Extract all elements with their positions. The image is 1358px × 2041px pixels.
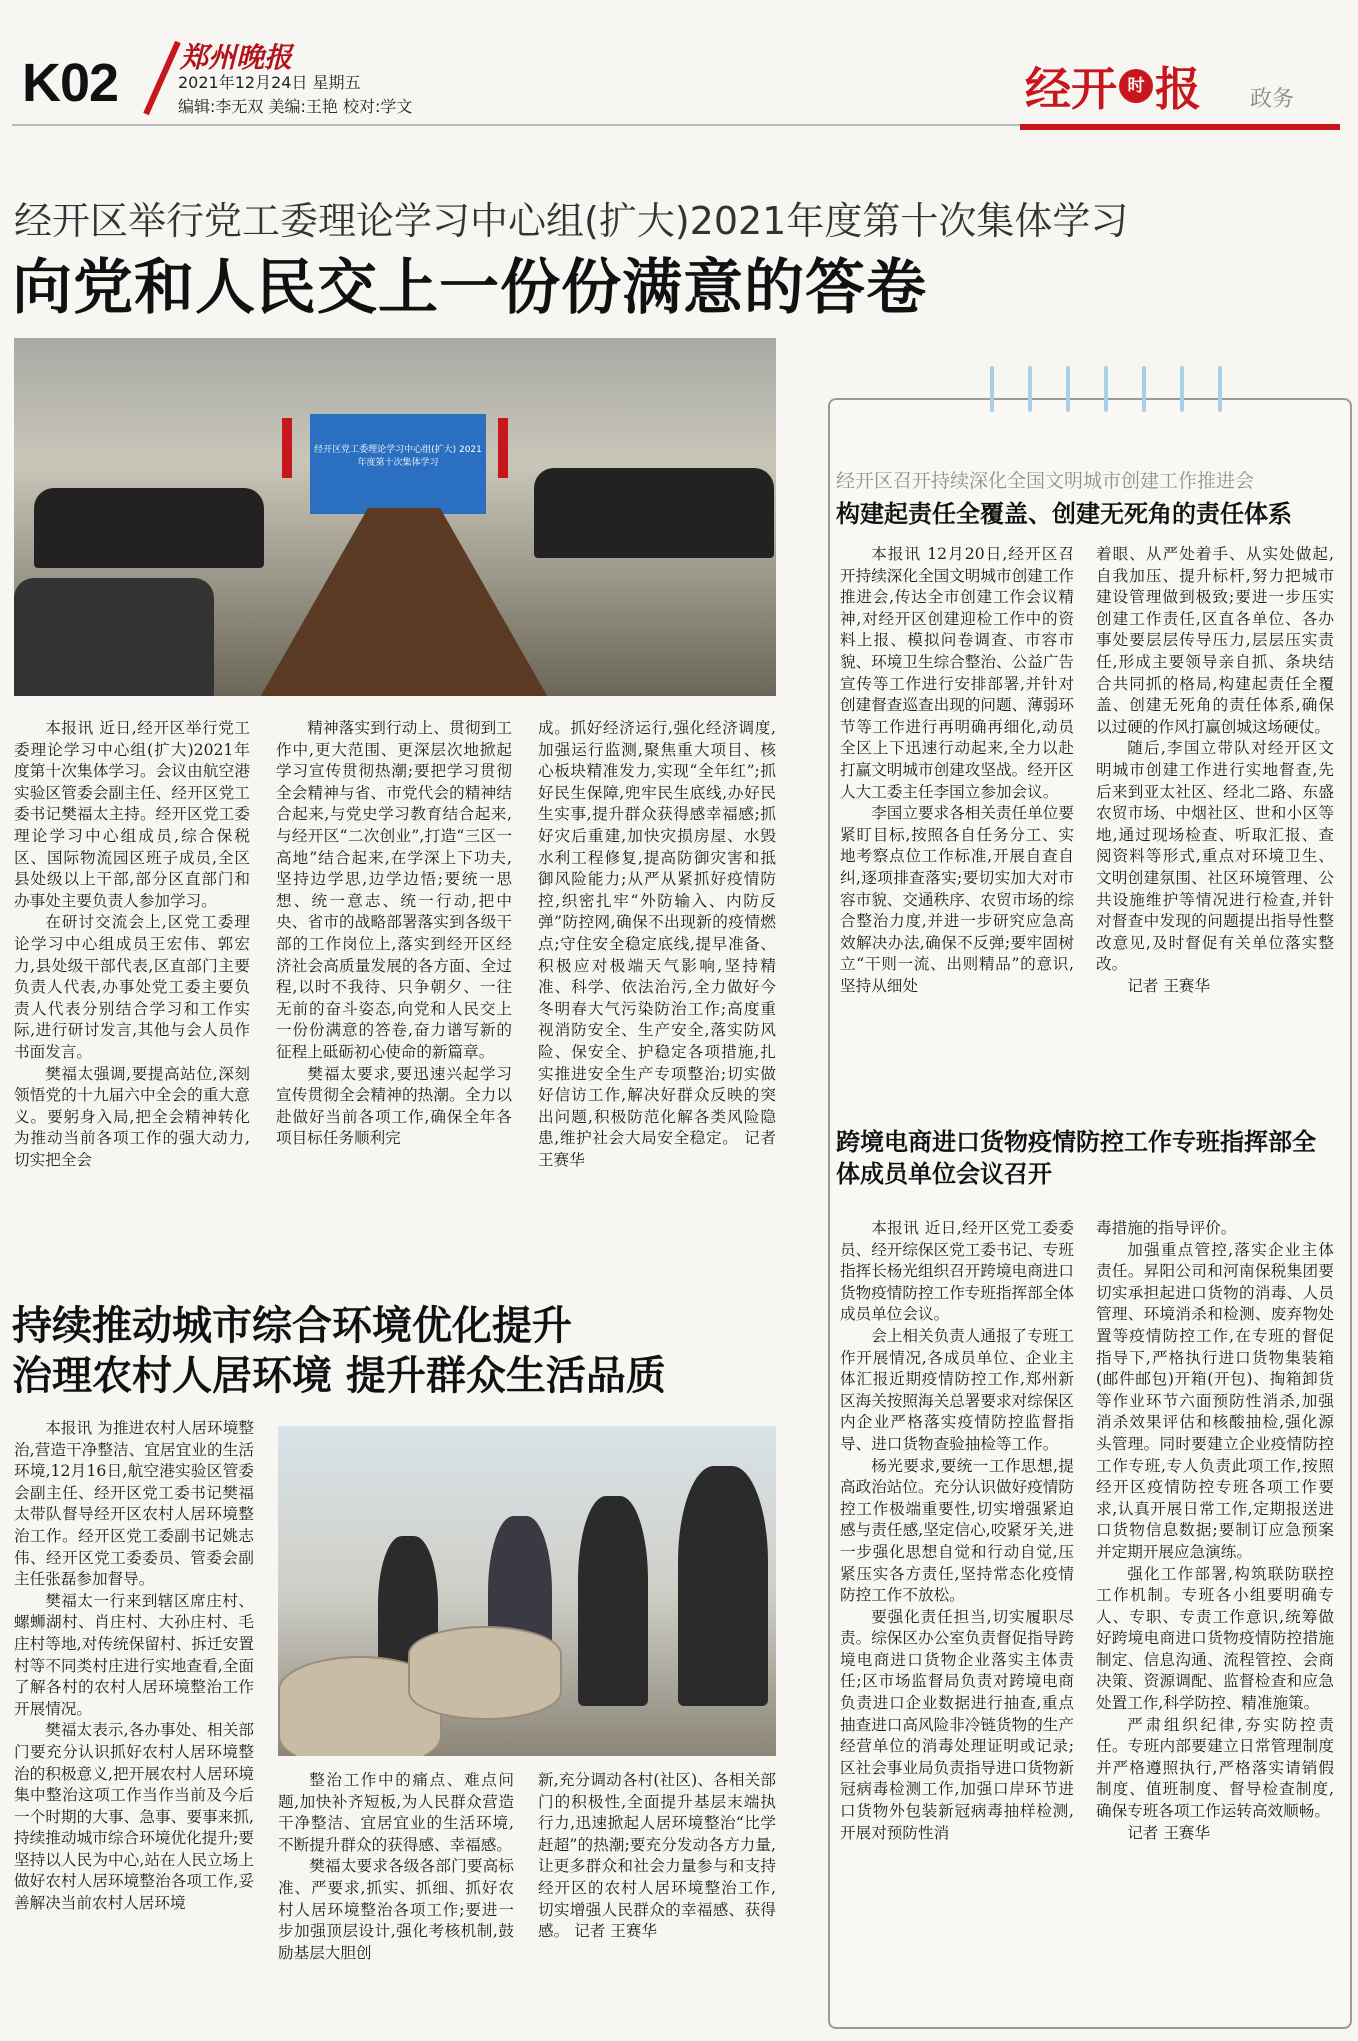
projection-screen bbox=[310, 414, 486, 514]
paragraph: 要强化责任担当,切实履职尽责。综保区办公室负责督促指导跨境电商进口货物企业落实主体责任;区市场监督局负责对跨境电商负责进口企业数据进行抽查,重点抽查进口高风险非冷链货物的生产经营单位的消毒处理证明或记录;区社会事业局负责指导进口货物新冠病毒检测工作,加强口岸环节进口货物外包装新冠病毒抽样检测,开展对预防性消 bbox=[840, 1607, 1074, 1842]
paragraph: 毒措施的指导评价。 bbox=[1096, 1219, 1237, 1237]
chairs-left bbox=[14, 578, 214, 696]
paragraph: 整治工作中的痛点、难点问题,加快补齐短板,为人民群众营造干净整洁、宜居宜业的生活环境,不断提升群众的获得感、幸福感。 bbox=[278, 1771, 514, 1854]
paragraph: 严肃组织纪律,夯实防控责任。专班内部要建立日常管理制度并严格遵照执行,严格落实请销假制度、值班制度、督导检查制度,确保专班各项工作运转高效顺畅。 bbox=[1096, 1715, 1334, 1821]
article3-headline: 构建起责任全覆盖、创建无死角的责任体系 bbox=[836, 500, 1292, 528]
page-number: K02 bbox=[22, 53, 119, 113]
article3-column-2 bbox=[1096, 544, 1334, 997]
brand-part-b: 报 bbox=[1155, 62, 1201, 116]
paragraph: 李国立要求各相关责任单位要紧盯目标,按照各自任务分工、实地考察点位工作标准,开展自查自纠,逐项排查落实;要切实加大对市容市貌、交通秩序、农贸市场的综合整治力度,并进一步研究应急高效解决办法,确保不反弹;要牢固树立“干则一流、出则精品”的意识,坚持从细处 bbox=[840, 804, 1074, 995]
screen-text: 经开区党工委理论学习中心组(扩大) 2021年度第十次集体学习 bbox=[314, 445, 482, 468]
article2-column-1 bbox=[14, 1418, 254, 1915]
article4-headline: 跨境电商进口货物疫情防控工作专班指挥部全体成员单位会议召开 bbox=[836, 1128, 1316, 1188]
article1-column-3 bbox=[538, 718, 776, 1171]
paragraph: 着眼、从严处着手、从实处做起,自我加压、提升标杆,努力把城市建设管理做到极致;要进一步压实创建工作责任,区直各单位、各办事处要层层传导压力,层层压实责任,形成主要领导亲自抓、条块结合共同抓的格局,构建起责任全覆盖、创建无死角的责任体系,确保以过硬的作风打赢创城这场硬仗。 bbox=[1096, 545, 1334, 736]
article1-headline: 向党和人民交上一份份满意的答卷 bbox=[12, 253, 927, 323]
paragraph: 本报讯 近日,经开区党工委委员、经开综保区党工委书记、专班指挥长杨光组织召开跨境电商进口货物疫情防控工作专班指挥部全体成员单位会议。 bbox=[840, 1219, 1074, 1324]
village-inspection-photo bbox=[278, 1426, 776, 1756]
article3-column-1 bbox=[840, 544, 1074, 997]
paragraph: 樊福太要求,要迅速兴起学习宣传贯彻全会精神的热潮。全力以赴做好当前各项工作,确保全年各项目标任务顺利完 bbox=[276, 1064, 512, 1148]
paragraph: 强化工作部署,构筑联防联控工作机制。专班各小组要明确专人、专职、专责工作意识,统筹做好跨境电商进口货物疫情防控措施制定、信息沟通、流程管控、会商决策、资源调配、监督检查和应急处置工作,科学防控、精准施策。 bbox=[1096, 1564, 1334, 1713]
editor-credits: 编辑:李无双 美编:王艳 校对:学文 bbox=[178, 97, 413, 116]
paragraph: 樊福太强调,要提高站位,深刻领悟党的十九届六中全会的重大意义。要躬身入局,把全会精神转化为推动当前各项工作的强大动力,切实把全会 bbox=[14, 1064, 250, 1169]
pin-icon bbox=[1180, 366, 1184, 412]
masthead-logo: 郑州晚报 bbox=[180, 41, 293, 74]
article1-kicker: 经开区举行党工委理论学习中心组(扩大)2021年度第十次集体学习 bbox=[14, 199, 1129, 243]
person bbox=[678, 1466, 768, 1706]
article2-headline-line2: 治理农村人居环境 提升群众生活品质 bbox=[12, 1353, 666, 1399]
paragraph: 本报讯 12月20日,经开区召开持续深化全国文明城市创建工作推进会,传达全市创建工作会议精神,对经开区创建迎检工作中的资料上报、模拟问卷调查、市容市貌、环境卫生综合整治、公益广告宣传等工作进行安排部署,并针对创建督查巡查出现的问题、薄弱环节等工作进行再明确再细化,动员全区上下迅速行动起来,全力以赴打赢文明城市创建攻坚战。经开区人大工委主任李国立参加会议。 bbox=[840, 545, 1074, 801]
paragraph: 杨光要求,要统一工作思想,提高政治站位。充分认识做好疫情防控工作极端重要性,切实增强紧迫感与责任感,坚定信心,咬紧牙关,进一步强化思想自觉和行动自觉,压紧压实各方责任,坚持常态化疫情防控工作不放松。 bbox=[840, 1456, 1074, 1605]
person bbox=[578, 1496, 648, 1706]
article2-column-3 bbox=[538, 1770, 776, 1943]
box-pin-decoration bbox=[990, 366, 1230, 418]
paragraph: 随后,李国立带队对经开区文明城市创建工作进行实地督查,先后来到亚太社区、经北二路、东盛农贸市场、中烟社区、世和小区等地,通过现场检查、听取汇报、查阅资料等形式,重点对环境卫生、文明创建氛围、社区环境管理、公共设施维护等情况进行检查,并针对督查中发现的问题提出指导性整改意见,及时督促有关单位落实整改。 bbox=[1096, 739, 1334, 974]
paragraph: 成。抓好经济运行,强化经济调度,加强运行监测,聚焦重大项目、核心板块精准发力,实现“全年红”;抓好民生保障,兜牢民生底线,办好民生实事,提升群众获得感幸福感;抓好灾后重建,加快灾损房屋、水毁水利工程修复,提高防御灾害和抵御风险能力;从严从紧抓好疫情防控,织密扎牢“外防输入、内防反弹”防控网,确保不出现新的疫情燃点;守住安全稳定底线,提早准备、积极应对极端天气影响,坚持精准、科学、依法治污,全力做好今冬明春大气污染防治工作;高度重视消防安全、生产安全,落实防风险、保安全、护稳定各项措施,扎实推进安全生产专项整治;切实做好信访工作,解决好群众反映的突出问题,积极防范化解各类风险隐患,维护社会大局安全稳定。 记者 王赛华 bbox=[538, 719, 776, 1169]
flag-right bbox=[498, 418, 508, 478]
pin-icon bbox=[1142, 366, 1146, 412]
paragraph: 樊福太一行来到辖区席庄村、螺蛳湖村、肖庄村、大孙庄村、毛庄村等地,对传统保留村、拆迁安置村等不同类村庄进行实地查看,全面了解各村的农村人居环境整治工作开展情况。 bbox=[14, 1591, 254, 1718]
reporter-byline: 记者 王赛华 bbox=[1127, 976, 1211, 995]
flag-left bbox=[282, 418, 292, 478]
paragraph: 樊福太表示,各办事处、相关部门要充分认识抓好农村人居环境整治的积极意义,把开展农村人居环境集中整治这项工作当作当前及今后一个时期的大事、急事、要事来抓,持续推动城市综合环境优化提升;要坚持以人民为中心,站在人民立场上做好农村人居环境整治各项工作,妥善解决当前农村人居环境 bbox=[14, 1721, 254, 1913]
reporter-byline: 记者 王赛华 bbox=[1127, 1823, 1211, 1842]
section-brand bbox=[1025, 58, 1201, 114]
paragraph: 新,充分调动各村(社区)、各相关部门的积极性,全面提升基层末端执行力,迅速掀起人居环境整治“比学赶超”的热潮;要充分发动各方力量,让更多群众和社会力量参与和支持经开区的农村人居环境整治工作,切实增强人民群众的幸福感、获得感。 记者 王赛华 bbox=[538, 1771, 776, 1941]
article2-headline-line1: 持续推动城市综合环境优化提升 bbox=[12, 1303, 572, 1349]
conference-table bbox=[254, 508, 554, 696]
header-red-rule bbox=[1020, 124, 1340, 130]
meeting-photo bbox=[14, 338, 776, 696]
brand-part-a: 经开 bbox=[1025, 62, 1117, 116]
paragraph: 精神落实到行动上、贯彻到工作中,更大范围、更深层次地掀起学习宣传贯彻热潮;要把学习贯彻全会精神与省、市党代会的精神结合起来,与党史学习教育结合起来,与经开区“二次创业”,打造“三区一高地”结合起来,在学深上下功夫,坚持边学思,边学边悟;要统一思想、统一意志、统一行动,把中央、省市的战略部署落实到各级干部的工作岗位上,落实到经开区经济社会高质量发展的各方面、全过程,以时不我待、只争朝夕、一往无前的奋斗姿态,向党和人民交上一份份满意的答卷,奋力谱写新的征程上砥砺初心使命的新篇章。 bbox=[276, 719, 512, 1061]
water-jar bbox=[408, 1626, 562, 1720]
section-name: 政务 bbox=[1250, 87, 1295, 112]
pin-icon bbox=[1066, 366, 1070, 412]
article4-column-1 bbox=[840, 1218, 1074, 1844]
article4-column-2 bbox=[1096, 1218, 1334, 1844]
attendees-left bbox=[34, 488, 264, 568]
paragraph: 在研讨交流会上,区党工委理论学习中心组成员王宏伟、郭宏力,县处级干部代表,区直部门主要负责人代表,办事处党工委主要负责人代表分别结合学习和工作实际,进行研讨发言,其他与会人员作书面发言。 bbox=[14, 913, 250, 1061]
paragraph: 本报讯 近日,经开区举行党工委理论学习中心组(扩大)2021年度第十次集体学习。会议由航空港实验区管委会副主任、经开区党工委书记樊福太主持。经开区党工委理论学习中心组成员,综合保税区、国际物流园区班子成员,全区县处级以上干部,部分区直部门和办事处主要负责人参加学习。 bbox=[14, 719, 250, 910]
pin-icon bbox=[1104, 366, 1108, 412]
article3-kicker: 经开区召开持续深化全国文明城市创建工作推进会 bbox=[836, 470, 1255, 492]
article2-column-2 bbox=[278, 1770, 514, 1964]
page-header bbox=[0, 0, 1358, 130]
pin-icon bbox=[1218, 366, 1222, 412]
paragraph: 本报讯 为推进农村人居环境整治,营造干净整洁、宜居宜业的生活环境,12月16日,航空港实验区管委会副主任、经开区党工委书记樊福太带队督导经开区农村人居环境整治工作。经开区党工委副书记姚志伟、经开区党工委委员、管委会副主任张磊参加督导。 bbox=[14, 1419, 254, 1589]
brand-dot-badge: 时 bbox=[1119, 69, 1153, 103]
article1-column-2 bbox=[276, 718, 512, 1150]
paragraph: 樊福太要求各级各部门要高标准、严要求,抓实、抓细、抓好农村人居环境整治各项工作;要进一步加强顶层设计,强化考核机制,鼓励基层大胆创 bbox=[278, 1857, 514, 1962]
paragraph: 会上相关负责人通报了专班工作开展情况,各成员单位、企业主体汇报近期疫情防控工作,郑州新区海关按照海关总署要求对综保区内企业严格落实疫情防控监督指导、进口货物查验抽检等工作。 bbox=[840, 1326, 1074, 1453]
header-rule bbox=[12, 124, 1020, 126]
pin-icon bbox=[1028, 366, 1032, 412]
issue-date: 2021年12月24日 星期五 bbox=[178, 73, 361, 92]
attendees-right bbox=[534, 468, 774, 558]
pin-icon bbox=[990, 366, 994, 412]
paragraph: 加强重点管控,落实企业主体责任。昇阳公司和河南保税集团要切实承担起进口货物的消毒、人员管理、环境消杀和检测、废弃物处置等疫情防控工作,在专班的督促指导下,严格执行进口货物集装箱(邮件邮包)开箱(开包)、掏箱卸货等作业环节六面预防性消杀,加强消杀效果评估和核酸抽检,强化源头管理。同时要建立企业疫情防控工作专班,专人负责此项工作,按照经开区疫情防控专班各项工作要求,认真开展日常工作,定期报送进口货物信息数据;要制订应急预案并定期开展应急演练。 bbox=[1096, 1240, 1334, 1561]
article1-column-1 bbox=[14, 718, 250, 1171]
